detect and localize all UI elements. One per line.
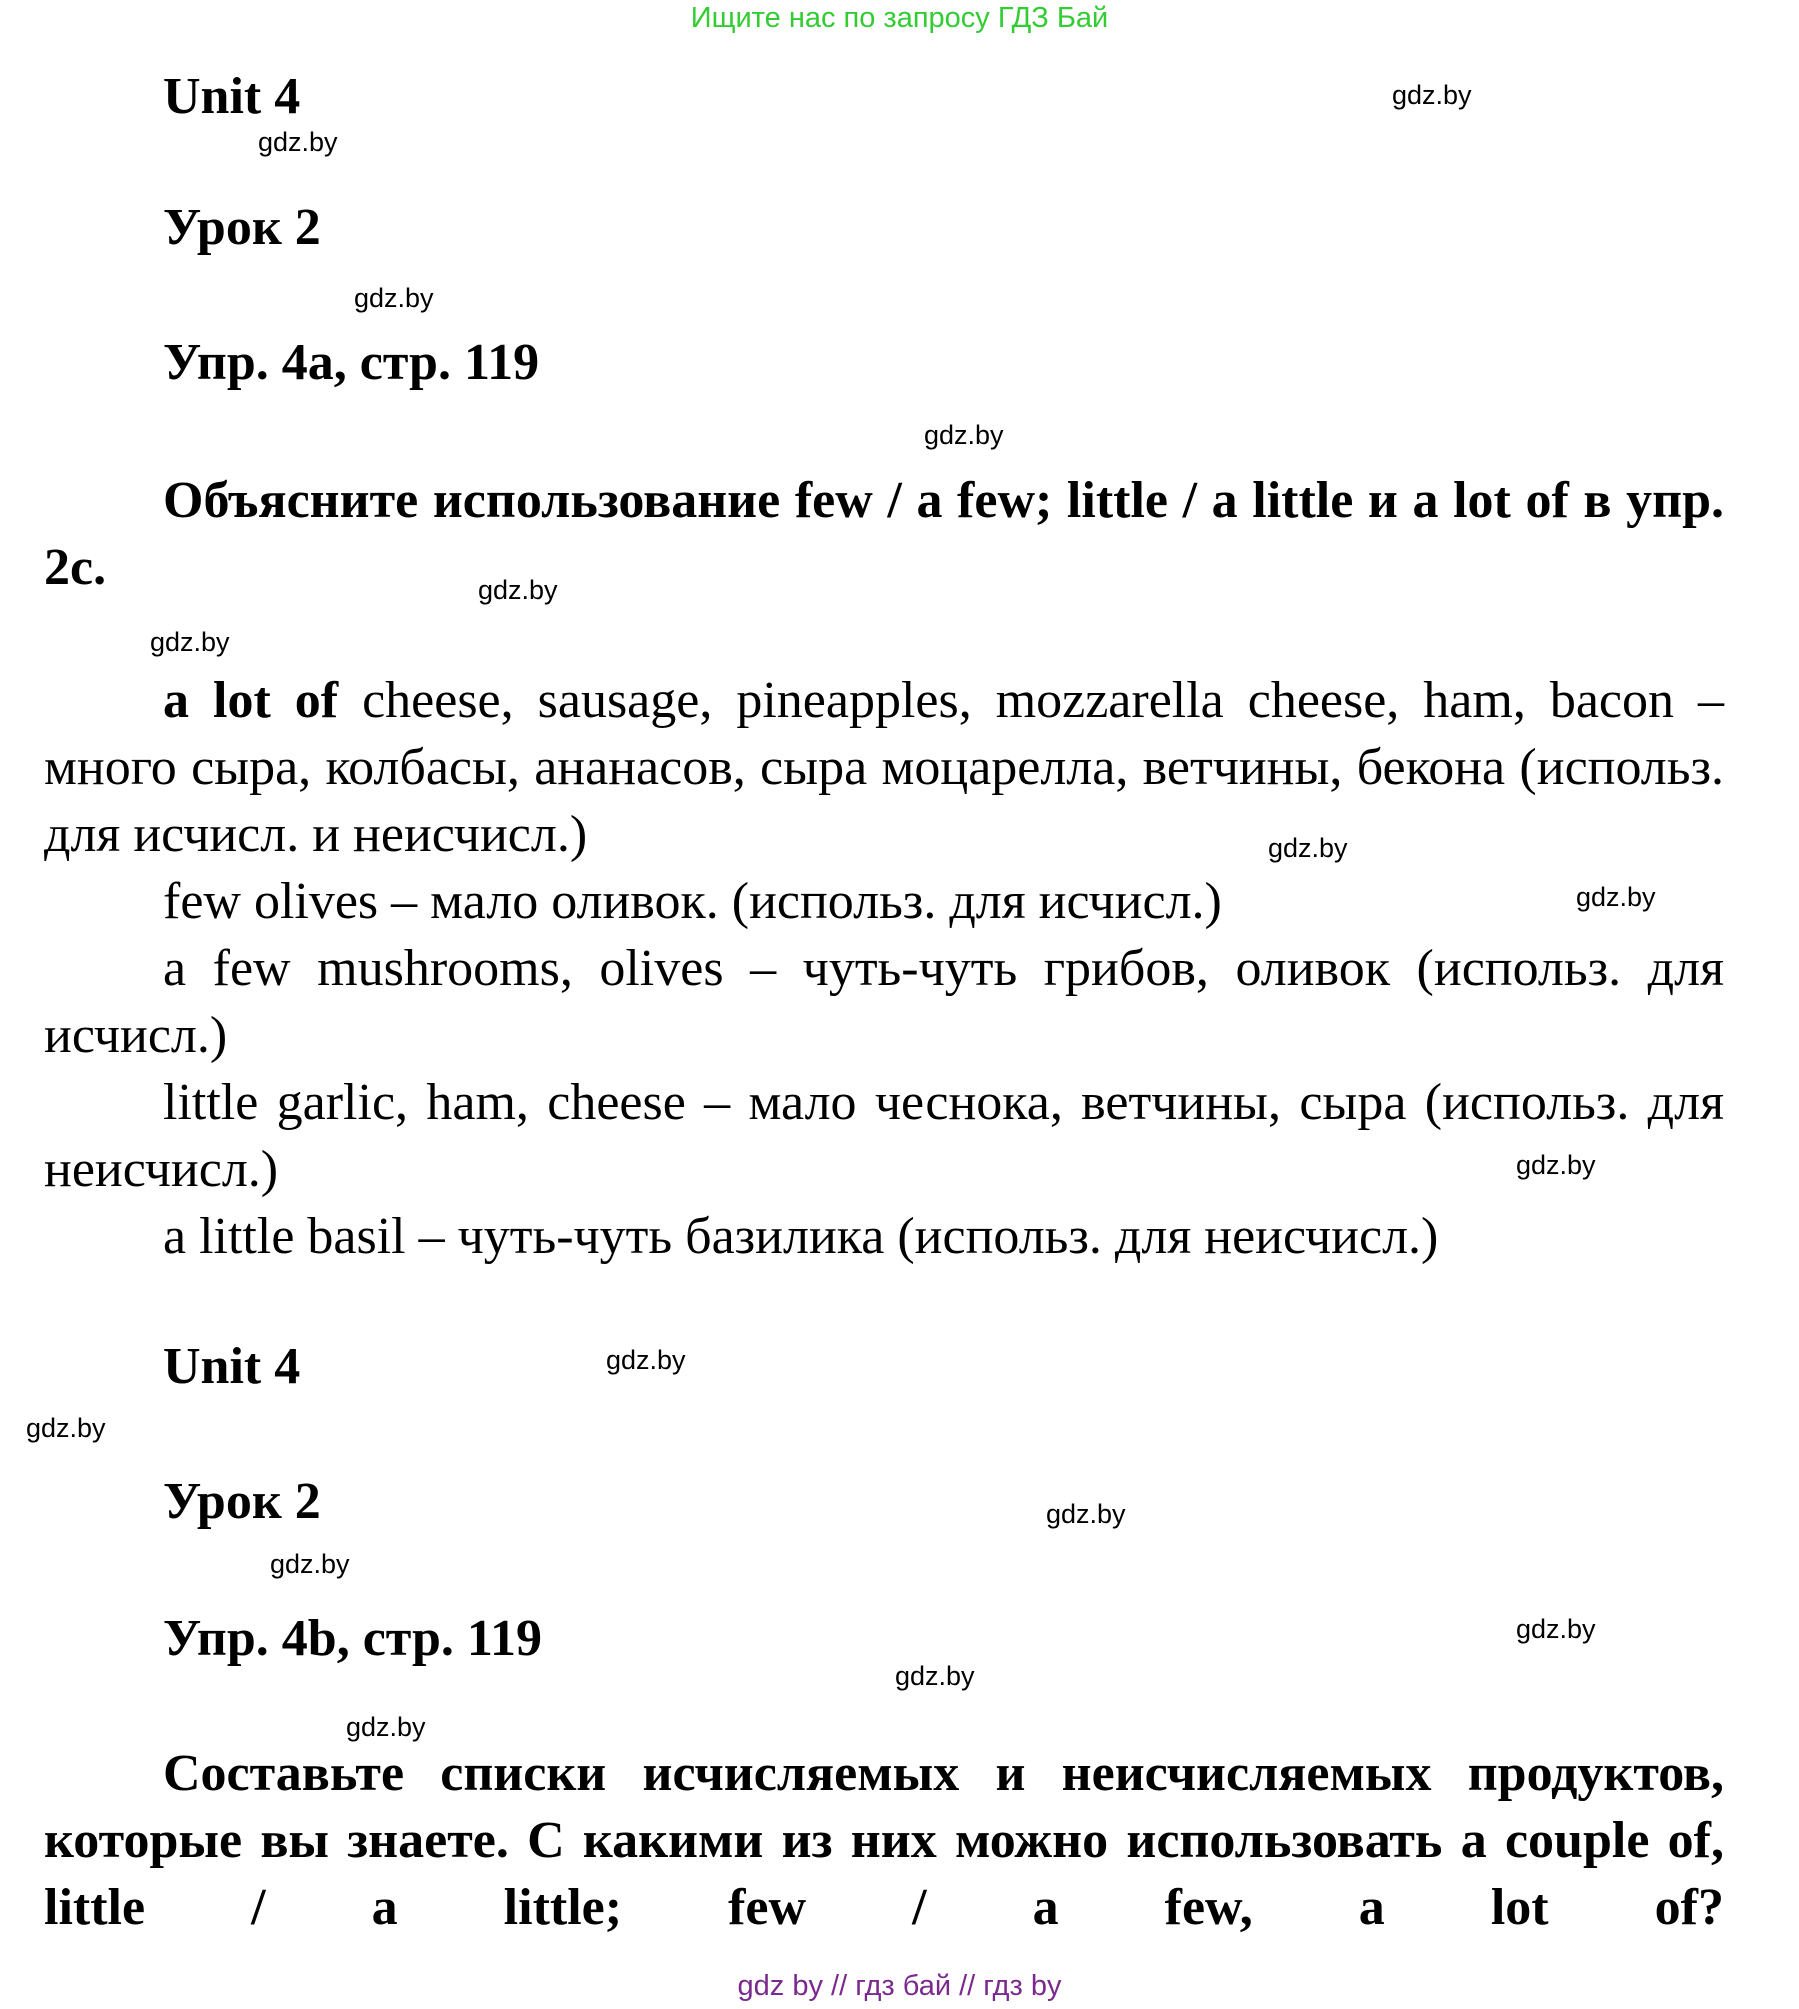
- watermark: gdz.by: [258, 127, 338, 157]
- watermark: gdz.by: [354, 283, 434, 313]
- lesson-title: Урок 2: [163, 1473, 321, 1530]
- watermark: gdz.by: [1516, 1614, 1596, 1644]
- answer-line: few olives – мало оливок. (использ. для исчисл.): [163, 873, 1222, 930]
- watermark: gdz.by: [1268, 833, 1348, 863]
- task-text: Составьте списки исчисляемых и неисчисляемых продуктов, которые вы знаете. С какими из них можно использовать a couple of, little / a little; few / a few, a lot of?: [44, 1745, 1724, 1936]
- watermark: gdz.by: [924, 420, 1004, 450]
- lesson-title: Урок 2: [163, 199, 321, 256]
- answer-line: little garlic, ham, cheese – мало чеснока, ветчины, сыра (использ. для неисчисл.): [44, 1074, 1724, 1198]
- watermark: gdz.by: [270, 1549, 350, 1579]
- watermark: gdz.by: [150, 627, 230, 657]
- watermark: gdz.by: [1516, 1150, 1596, 1180]
- watermark: gdz.by: [346, 1712, 426, 1742]
- watermark: gdz.by: [26, 1413, 106, 1443]
- answer-lead: a lot of: [163, 672, 339, 729]
- answer-line: [44, 667, 1724, 868]
- top-banner: Ищите нас по запросу ГДЗ Бай: [690, 2, 1109, 34]
- watermark: gdz.by: [895, 1661, 975, 1691]
- watermark: gdz.by: [1392, 80, 1472, 110]
- watermark: gdz.by: [606, 1345, 686, 1375]
- watermark: gdz.by: [1576, 882, 1656, 912]
- bottom-banner: gdz by // гдз бай // гдз by: [737, 1970, 1062, 2002]
- exercise-title: Упр. 4a, стр. 119: [163, 334, 540, 391]
- watermark: gdz.by: [1046, 1499, 1126, 1529]
- answer-line: a little basil – чуть-чуть базилика (использ. для неисчисл.): [163, 1208, 1439, 1265]
- unit-title: Unit 4: [163, 68, 301, 125]
- unit-title: Unit 4: [163, 1338, 301, 1395]
- exercise-title: Упр. 4b, стр. 119: [163, 1610, 543, 1667]
- watermark: gdz.by: [478, 575, 558, 605]
- task-text: Объясните использование few / a few; little / a little и a lot of в упр. 2с.: [44, 472, 1724, 596]
- answer-line: a few mushrooms, olives – чуть-чуть грибов, оливок (использ. для исчисл.): [44, 940, 1724, 1064]
- answer-text: cheese, sausage, pineapples, mozzarella cheese, ham, bacon – много сыра, колбасы, ананасов, сыра моцарелла, ветчины, бекона (использ. для исчисл. и неисчисл.): [44, 672, 1724, 863]
